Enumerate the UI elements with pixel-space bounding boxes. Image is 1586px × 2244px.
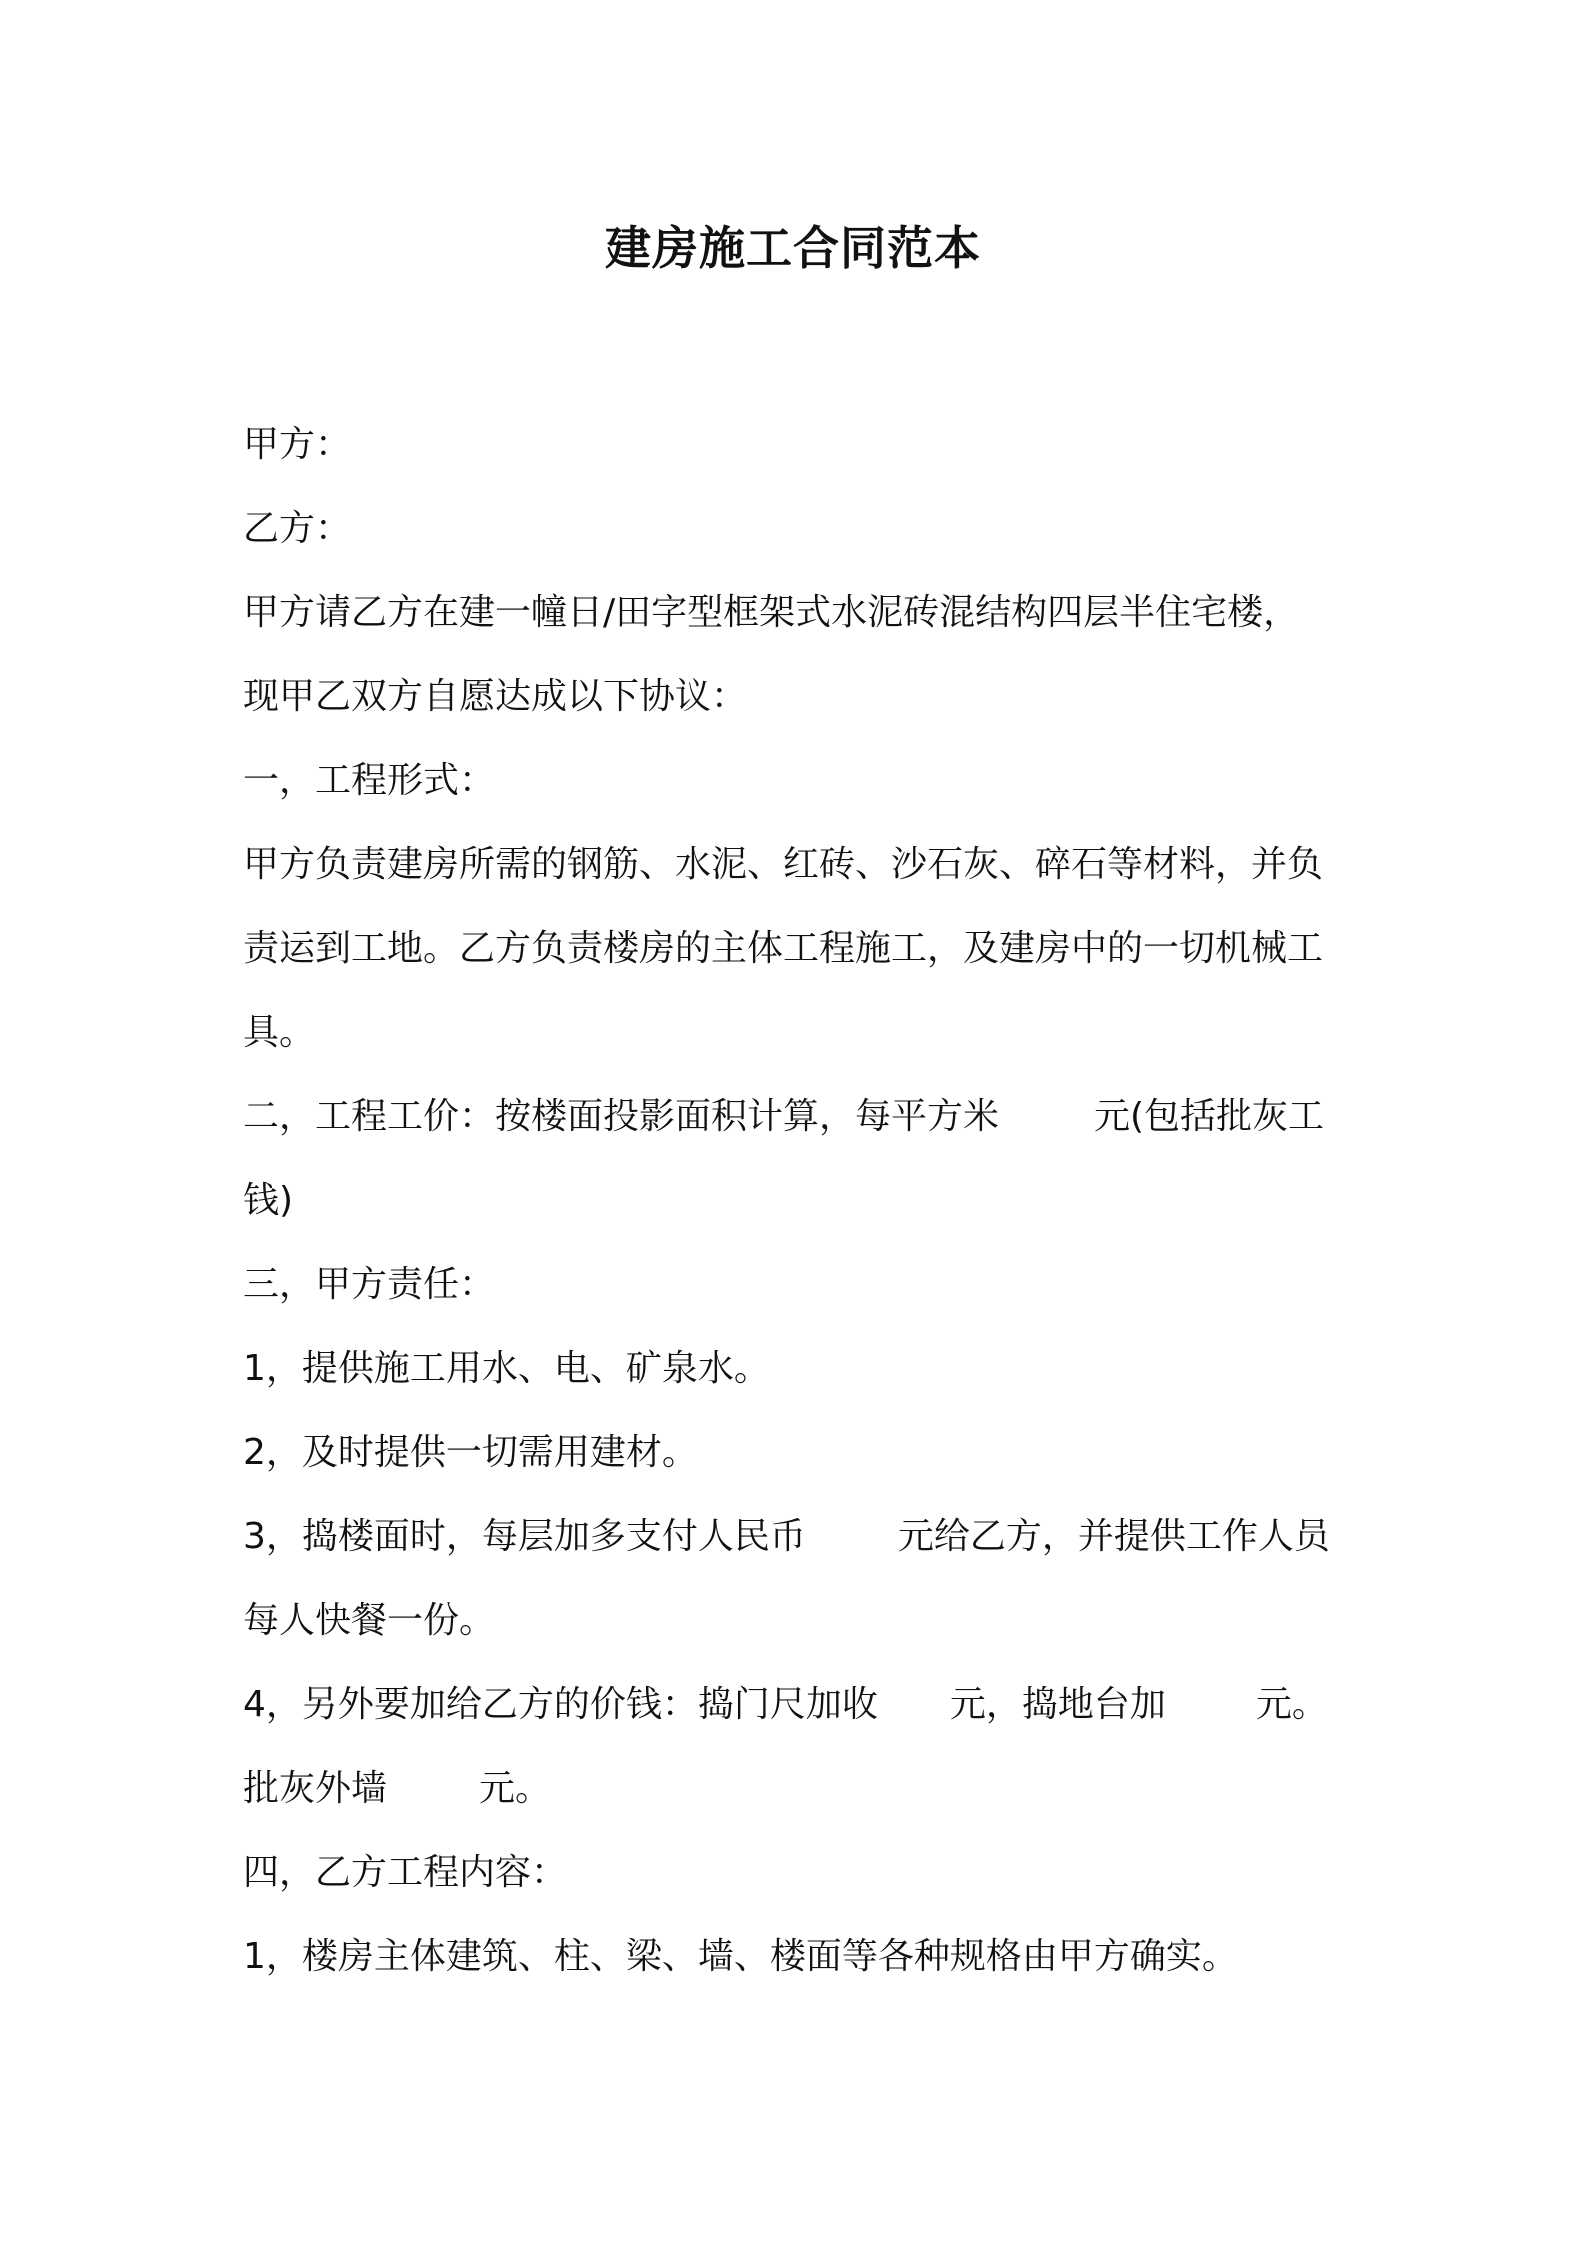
party-a-label: 甲方：	[243, 424, 352, 465]
section-3-heading: 三，甲方责任：	[243, 1264, 496, 1305]
section-3-item-3-text-a: 3，捣楼面时，每层加多支付人民币	[243, 1516, 806, 1557]
party-a-line	[243, 403, 1363, 487]
section-3-item-4-line-2	[243, 1747, 1363, 1831]
section-4	[243, 1831, 1363, 1999]
section-3-item-4-line-2-text-a: 批灰外墙	[243, 1768, 388, 1809]
section-4-heading: 四，乙方工程内容：	[243, 1852, 568, 1893]
document-title: 建房施工合同范本	[605, 221, 981, 275]
intro-paragraph	[243, 571, 1363, 739]
section-3-item-3-text-b: 元给乙方，并提供工作人员	[897, 1516, 1330, 1557]
section-3-item-4-text-c: 元。	[1255, 1684, 1328, 1725]
section-4-item-1: 1，楼房主体建筑、柱、梁、墙、楼面等各种规格由甲方确实。	[243, 1936, 1238, 1977]
party-b-label: 乙方：	[243, 508, 352, 549]
section-2-line-1	[243, 1075, 1363, 1159]
section-2-line-2: 钱)	[243, 1180, 294, 1221]
section-3	[243, 1243, 1363, 1831]
section-3-item-4-text-b: 元，捣地台加	[949, 1684, 1166, 1725]
section-3-item-3	[243, 1495, 1363, 1579]
document-body	[243, 403, 1363, 1999]
section-2-text-b: 元(包括批灰工	[1094, 1096, 1325, 1137]
party-b-line	[243, 487, 1363, 571]
section-3-item-1: 1，提供施工用水、电、矿泉水。	[243, 1348, 770, 1389]
section-1-line-2: 责运到工地。乙方负责楼房的主体工程施工，及建房中的一切机械工	[243, 928, 1324, 969]
section-1-heading: 一，工程形式：	[243, 760, 496, 801]
section-1-line-1: 甲方负责建房所需的钢筋、水泥、红砖、沙石灰、碎石等材料，并负	[243, 844, 1324, 885]
section-2	[243, 1075, 1363, 1243]
section-2-text-a: 二，工程工价：按楼面投影面积计算，每平方米	[243, 1096, 1000, 1137]
section-1	[243, 739, 1363, 1075]
section-3-item-4-text-a: 4，另外要加给乙方的价钱：捣门尺加收	[243, 1684, 878, 1725]
section-3-item-2: 2，及时提供一切需用建材。	[243, 1432, 698, 1473]
section-3-item-4-line-2-text-b: 元。	[479, 1768, 552, 1809]
intro-line-2: 现甲乙双方自愿达成以下协议：	[243, 676, 748, 717]
section-3-item-3-line-2: 每人快餐一份。	[243, 1600, 496, 1641]
section-3-item-4	[243, 1663, 1363, 1747]
intro-line-1: 甲方请乙方在建一幢日/田字型框架式水泥砖混结构四层半住宅楼，	[243, 592, 1300, 633]
section-1-line-3: 具。	[243, 1012, 316, 1053]
